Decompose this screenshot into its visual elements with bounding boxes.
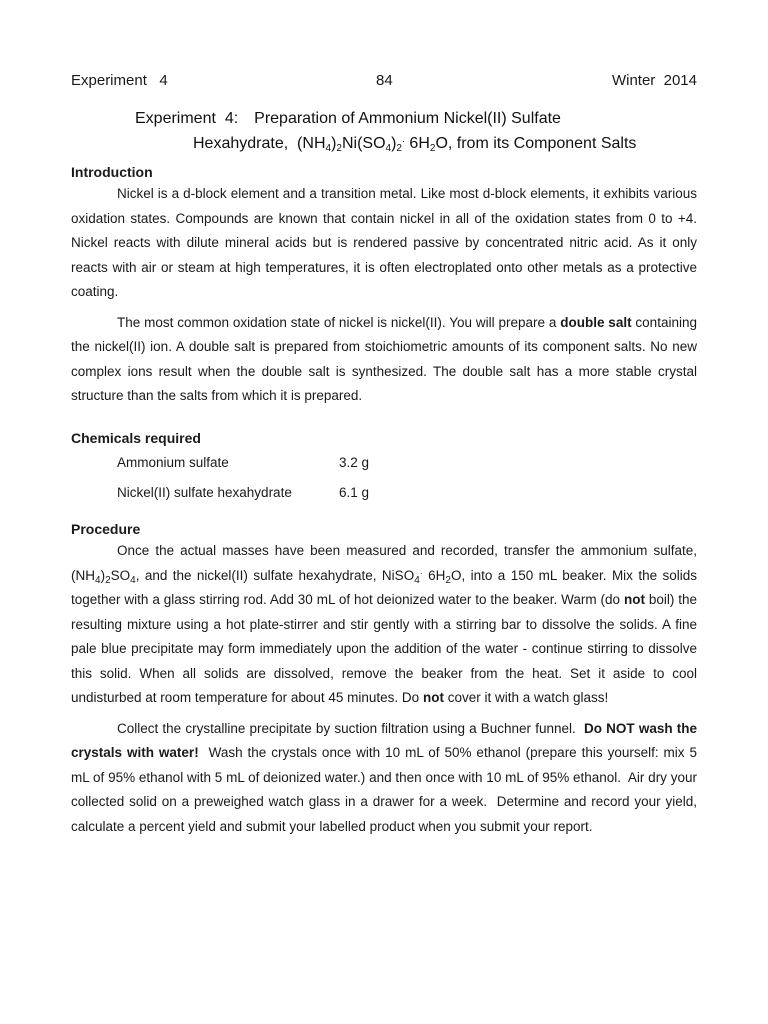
- page-title-line2: [193, 135, 636, 153]
- subscript: 2: [429, 143, 436, 154]
- subscript: 4: [385, 143, 392, 154]
- paragraph-text: Wash the crystals once with 10 mL of 50% ethanol (prepare this yourself: mix 5 mL of 95% ethanol with 5 mL of deionized water.) and then once with 10 mL of 95% ethanol. Air dry your collected solid on a preweighed watch glass in a drawer for a week. Determine and record your yield, calculate a percent yield and submit your labelled product when you submit your report.: [71, 745, 701, 834]
- dot-symbol: ·: [419, 567, 423, 578]
- emphasis-not: not: [623, 592, 645, 607]
- subscript: 2: [396, 143, 402, 154]
- list-item: [71, 448, 697, 478]
- paragraph-text: 6H: [422, 567, 446, 583]
- paragraph-text: O: [450, 567, 462, 583]
- title-text: Hexahydrate, (NH: [193, 135, 326, 152]
- emphasis-not: not: [422, 690, 444, 705]
- paragraph-text: containing the nickel(II) ion. A double salt is prepared from stoichiometric amounts of its component salts. No new complex ions result when the double salt is synthesized. The double salt has a more stable crystal structure than the salts from which it is prepared.: [71, 314, 697, 403]
- paragraph-text: cover it with a watch glass!: [443, 690, 609, 705]
- page-title: [135, 110, 561, 128]
- procedure-paragraph-1: [71, 539, 697, 711]
- emphasis-double-salt: double salt: [560, 314, 632, 330]
- subscript: 4: [325, 143, 332, 154]
- procedure-section: [71, 519, 701, 839]
- title-label: Experiment 4:: [135, 110, 239, 127]
- chemical-amount: 6.1 g: [339, 485, 370, 500]
- paragraph-text: The most common oxidation state of nickel is nickel(II). You will prepare a: [117, 314, 561, 330]
- chemical-name: Nickel(II) sulfate hexahydrate: [117, 485, 292, 500]
- procedure-heading: Procedure: [71, 521, 141, 537]
- title-text: 6H: [404, 135, 430, 152]
- paragraph-text: ): [100, 567, 106, 583]
- chemicals-heading: Chemicals required: [71, 430, 201, 446]
- chemical-name: Ammonium sulfate: [117, 455, 229, 470]
- paragraph-text: SO: [110, 567, 131, 583]
- chemicals-section: [71, 428, 697, 508]
- page-number: 84: [376, 72, 393, 89]
- title-text: Ni(SO: [341, 135, 386, 152]
- introduction-paragraph-2: [71, 311, 697, 409]
- paragraph-text: Collect the crystalline precipitate by suction filtration using a Buchner funnel.: [117, 720, 585, 736]
- dot-symbol: ·: [401, 136, 405, 146]
- subscript: 2: [105, 574, 111, 586]
- header-term: Winter 2014: [611, 72, 697, 89]
- subscript: 4: [95, 574, 101, 586]
- procedure-paragraph-2: [71, 717, 701, 840]
- title-text: ): [331, 135, 337, 152]
- emphasis-warning: Do NOT wash the crystals with water!: [71, 720, 697, 760]
- subscript: 2: [336, 143, 342, 154]
- title-line1: Preparation of Ammonium Nickel(II) Sulfate: [254, 110, 561, 127]
- list-item: [71, 478, 697, 508]
- subscript: 4: [130, 574, 136, 586]
- paragraph-text: boil) the resulting mixture using a hot plate-stirrer and stir gently with a stirring bar to dissolve the solids. A fine pale blue precipitate may form immediately upon the addition of the water - continue stirring to dissolve this solid. When all solids are dissolved, remove the beaker from the heat. Set it aside to cool undisturbed at room temperature for about 45 minutes. Do: [71, 592, 697, 705]
- paragraph-text: Once the actual masses have been measured and recorded, transfer the ammonium sulfate, (NH: [71, 543, 697, 583]
- introduction-heading: Introduction: [71, 164, 153, 180]
- introduction-section: [71, 162, 697, 409]
- header-experiment: Experiment 4: [71, 72, 168, 89]
- title-text: ): [391, 135, 397, 152]
- paragraph-text: , into a 150 mL beaker. Mix the solids together with a glass stirring rod. Add 30 mL of hot deionized water to the beaker. Warm (do: [71, 567, 698, 607]
- paragraph-text: , and the nickel(II) sulfate hexahydrate, NiSO: [135, 567, 415, 583]
- subscript: 4: [414, 574, 420, 586]
- subscript: 2: [445, 574, 451, 586]
- title-text: O, from its Component Salts: [435, 135, 637, 152]
- chemical-amount: 3.2 g: [339, 455, 370, 470]
- introduction-paragraph-1: Nickel is a d-block element and a transition metal. Like most d-block elements, it exhibits various oxidation states. Compounds are known that contain nickel in all of the oxidation states from 0 to +4. Nickel reacts with dilute mineral acids but is rendered passive by concentrated nitric acid. As it only reacts with air or steam at high temperatures, it is often electroplated onto other metals as a protective coating.: [71, 186, 697, 299]
